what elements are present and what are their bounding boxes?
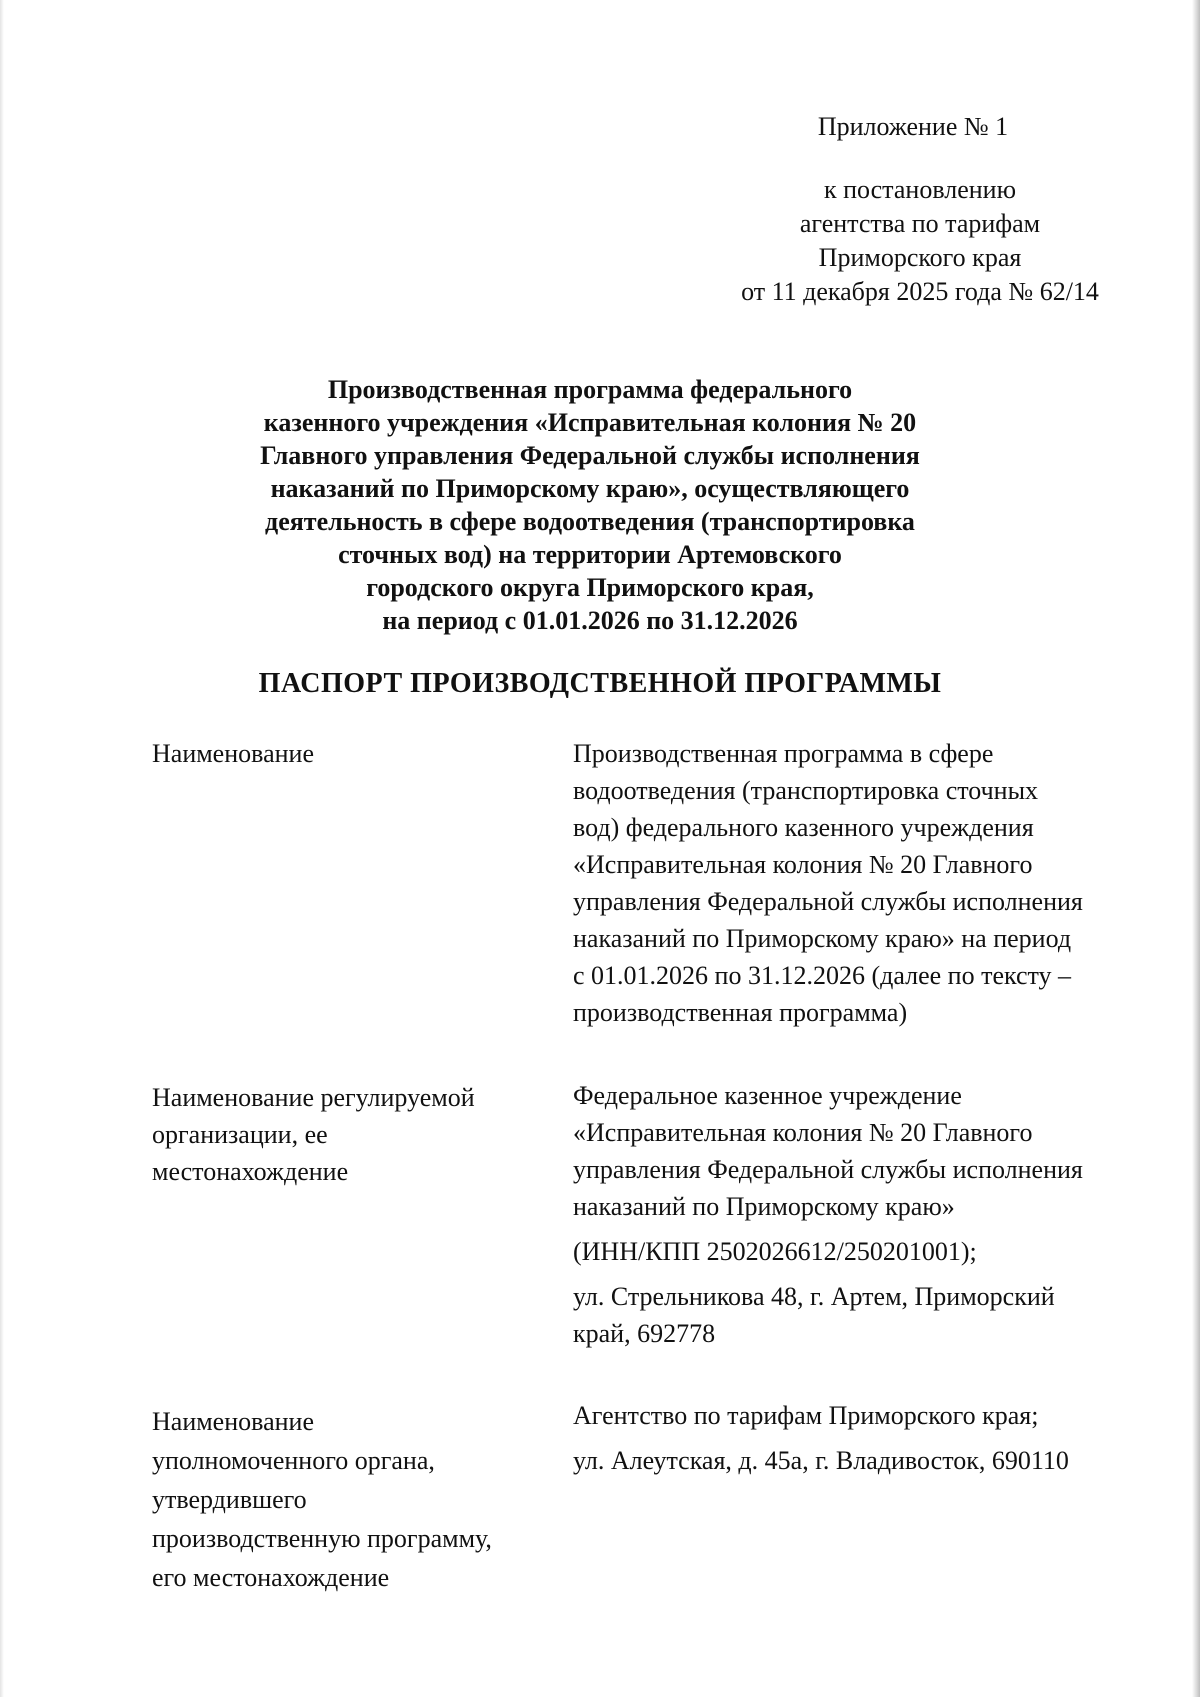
row-label-line: его местонахождение — [152, 1563, 390, 1592]
row-value-address-line: ул. Стрельникова 48, г. Артем, Приморский — [573, 1282, 1055, 1311]
row-value-name — [573, 735, 1153, 1031]
program-title-line: сточных вод) на территории Артемовского — [338, 540, 842, 569]
row-value-line: Производственная программа в сфере — [573, 739, 994, 768]
appendix-title: Приложение № 1 — [817, 112, 1009, 141]
program-title-line: городского округа Приморского края, — [366, 573, 814, 602]
program-title-line: Производственная программа федерального — [327, 375, 853, 404]
row-value-line: производственная программа) — [573, 998, 908, 1027]
row-label-line: утвердившего — [152, 1485, 307, 1514]
appendix-date-line: от 11 декабря 2025 года № 62/14 — [741, 277, 1099, 306]
row-label-line: местонахождение — [152, 1157, 349, 1186]
row-value-line: Федеральное казенное учреждение — [573, 1081, 962, 1110]
program-title-line: казенного учреждения «Исправительная колония № 20 — [263, 408, 917, 437]
row-value-authority — [573, 1397, 1153, 1479]
row-label-line: организации, ее — [152, 1120, 328, 1149]
appendix-block — [705, 110, 1135, 309]
row-label-authority — [152, 1402, 552, 1597]
row-label-line: Наименование — [152, 1407, 314, 1436]
appendix-line: к постановлению — [823, 175, 1017, 204]
row-value-inn-kpp: (ИНН/КПП 2502026612/250201001); — [573, 1237, 977, 1266]
row-value-line: водоотведения (транспортировка сточных — [573, 776, 1039, 805]
row-label-line: Наименование — [152, 739, 314, 768]
row-value-line: «Исправительная колония № 20 Главного — [573, 1118, 1033, 1147]
row-value-line: управления Федеральной службы исполнения — [573, 1155, 1083, 1184]
passport-heading: ПАСПОРТ ПРОИЗВОДСТВЕННОЙ ПРОГРАММЫ — [258, 668, 942, 699]
row-value-line: управления Федеральной службы исполнения — [573, 887, 1083, 916]
program-title — [220, 373, 960, 637]
row-label-organization — [152, 1079, 552, 1190]
scan-right-edge — [1192, 0, 1200, 1697]
row-label-line: производственную программу, — [152, 1524, 492, 1553]
program-title-line: Главного управления Федеральной службы исполнения — [260, 441, 920, 470]
scan-left-edge — [0, 0, 4, 1697]
row-label-name — [152, 735, 552, 772]
row-value-line: наказаний по Приморскому краю» на период — [573, 924, 1072, 953]
row-value-address-line: край, 692778 — [573, 1319, 716, 1348]
row-value-line: вод) федерального казенного учреждения — [573, 813, 1034, 842]
row-label-line: Наименование регулируемой — [152, 1083, 475, 1112]
row-value-line: Агентство по тарифам Приморского края; — [573, 1401, 1039, 1430]
program-title-line: на период с 01.01.2026 по 31.12.2026 — [382, 606, 798, 635]
row-label-line: уполномоченного органа, — [152, 1446, 435, 1475]
program-title-line: наказаний по Приморскому краю», осуществляющего — [270, 474, 910, 503]
row-value-address-line: ул. Алеутская, д. 45а, г. Владивосток, 690110 — [573, 1446, 1069, 1475]
row-value-line: «Исправительная колония № 20 Главного — [573, 850, 1033, 879]
appendix-line: Приморского края — [818, 243, 1022, 272]
program-title-line: деятельность в сфере водоотведения (транспортировка — [265, 507, 915, 536]
row-value-line: с 01.01.2026 по 31.12.2026 (далее по тексту – — [573, 961, 1072, 990]
appendix-line: агентства по тарифам — [799, 209, 1041, 238]
row-value-line: наказаний по Приморскому краю» — [573, 1192, 955, 1221]
row-value-organization — [573, 1077, 1153, 1352]
